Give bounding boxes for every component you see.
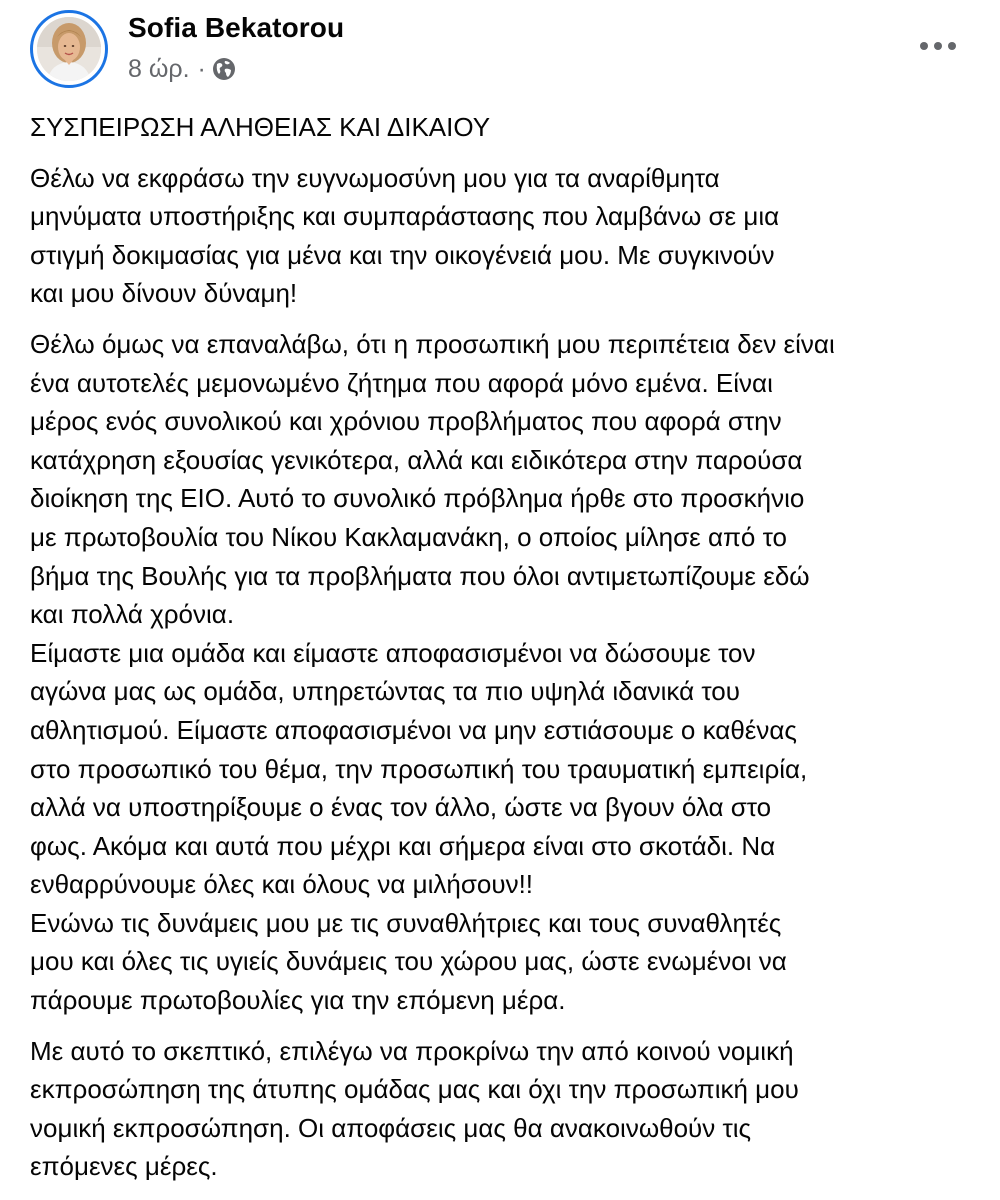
post-paragraph: Ενώνω τις δυνάμεις μου με τις συναθλήτριες και τους συναθλητές μου και όλες τις υγιείς δυνάμεις του χώρου μας, ώστε ενωμένοι να πάρουμε πρωτοβουλίες για την επόμενη μέρα. <box>30 907 787 1016</box>
post-heading: ΣΥΣΠΕΙΡΩΣΗ ΑΛΗΘΕΙΑΣ ΚΑΙ ΔΙΚΑΙΟΥ <box>30 112 491 142</box>
post-body <box>30 108 985 1186</box>
post-meta <box>128 52 236 86</box>
avatar-photo-icon <box>37 17 101 81</box>
post-paragraph: Με αυτό το σκεπτικό, επιλέγω να προκρίνω την από κοινού νομική εκπροσώπηση της άτυπης ομάδας μας και όχι την προσωπική μου νομική εκπροσώπηση. Οι αποφάσεις μας θα ανακοινωθούν τις επόμενες μέρες. <box>30 1035 799 1182</box>
post-timestamp[interactable]: 8 ώρ. <box>128 54 190 83</box>
globe-icon[interactable] <box>212 57 236 81</box>
post-header <box>0 0 1000 100</box>
meta-separator: · <box>197 54 206 83</box>
post-paragraph: Θέλω όμως να επαναλάβω, ότι η προσωπική μου περιπέτεια δεν είναι ένα αυτοτελές μεμονωμένο ζήτημα που αφορά μόνο εμένα. Είναι μέρος ενός συνολικού και χρόνιου προβλήματος που αφορά στην κατάχρηση εξουσίας γενικότερα, αλλά και ειδικότερα στην παρούσα διοίκηση της ΕΙΟ. Αυτό το συνολικό πρόβλημα ήρθε στο προσκήνιο με πρωτοβουλία του Νίκου Κακλαμανάκη, ο οποίος μίλησε από το βήμα της Βουλής για τα προβλήματα που όλοι αντιμετωπίζουμε εδώ και πολλά χρόνια. <box>30 328 835 630</box>
post-paragraph: Θέλω να εκφράσω την ευγνωμοσύνη μου για τα αναρίθμητα μηνύματα υποστήριξης και συμπαράστασης που λαμβάνω σε μια στιγμή δοκιμασίας για μένα και την οικογένειά μου. Με συγκινούν και μου δίνουν δύναμη! <box>30 162 780 309</box>
post-paragraph: Είμαστε μια ομάδα και είμαστε αποφασισμένοι να δώσουμε τον αγώνα μας ως ομάδα, υπηρετώντας τα πιο υψηλά ιδανικά του αθλητισμού. Είμαστε αποφασισμένοι να μην εστιάσουμε ο καθένας στο προσωπικό του θέμα, την προσωπική του τραυματική εμπειρία, αλλά να υποστηρίξουμε ο ένας τον άλλο, ώστε να βγουν όλα στο φως. Ακόμα και αυτά που μέχρι και σήμερα είναι στο σκοτάδι. Να ενθαρρύνουμε όλες και όλους να μιλήσουν!! <box>30 637 808 900</box>
author-name-link[interactable]: Sofia Bekatorou <box>128 12 345 43</box>
more-horizontal-icon <box>918 41 958 51</box>
author-avatar-button[interactable] <box>30 10 108 88</box>
avatar <box>37 17 101 81</box>
more-options-button[interactable] <box>912 26 964 66</box>
